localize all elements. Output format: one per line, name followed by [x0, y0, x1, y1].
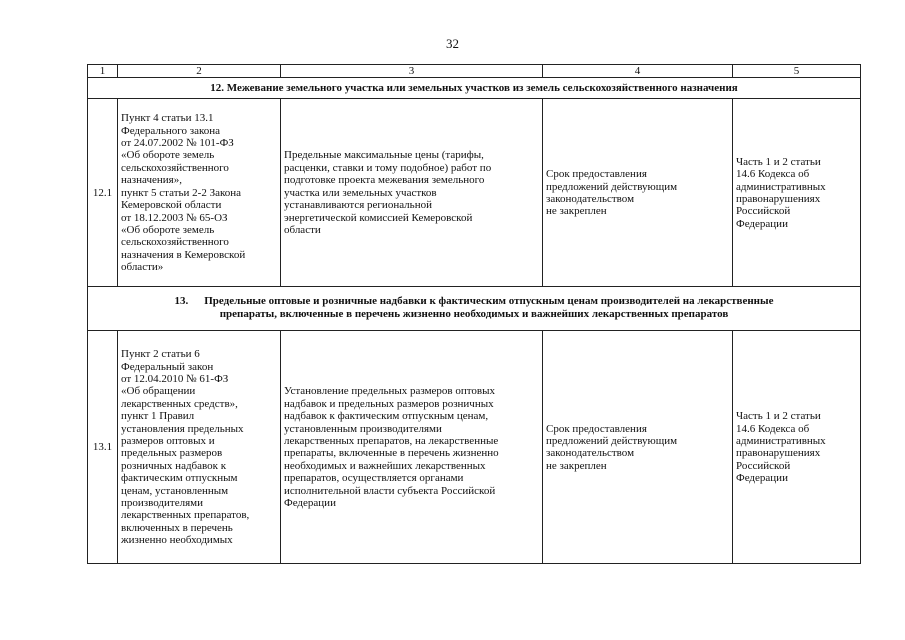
description: Установление предельных размеров оптовых надбавок и предельных размеров розничных надбавок к фактическим отпускным ценам, установленным производителями лекарственных препаратов, на лекарственные препараты, включенные в перечень жизненно необходимых и важнейших лекарственных препаратов, осуществляется органами исполнительной власти субъекта Российской Федерации: [284, 385, 499, 510]
section-heading-row: [88, 287, 861, 331]
section-13-heading-line2: препараты, включенные в перечень жизненно необходимых и важнейших лекарственных препаратов: [219, 308, 729, 321]
deadline-term: Срок предоставления предложений действующим законодательством не закреплен: [546, 422, 678, 472]
table-row: [88, 331, 861, 564]
deadline-term: Срок предоставления предложений действующим законодательством не закреплен: [546, 168, 678, 218]
legal-basis: Пункт 4 статьи 13.1 Федерального закона от 24.07.2002 № 101-ФЗ «Об обороте земель сельскохозяйственного назначения», пункт 5 статьи 2-2 Закона Кемеровской области от 18.12.2003 № 65-ОЗ «Об обороте земель сельскохозяйственного назначения в Кемеровской области»: [121, 112, 246, 274]
section-13-heading: [88, 287, 861, 331]
table-row: [88, 99, 861, 287]
section-heading-row: [88, 78, 861, 99]
row-number: 13.1: [88, 331, 118, 564]
legal-basis: Пункт 2 статьи 6 Федеральный закон от 12.04.2010 № 61-ФЗ «Об обращении лекарственных средств», пункт 1 Правил установления предельных размеров оптовых и предельных размеров розничных надбавок к фактическим отпускным ценам, установленным производителями лекарственных препаратов, включенных в перечень жизненно необходимых: [121, 348, 250, 547]
page-number: 32: [446, 36, 459, 51]
column-number: 3: [281, 65, 543, 78]
column-number: 1: [88, 65, 118, 78]
column-number: 4: [543, 65, 733, 78]
liability: Часть 1 и 2 статьи 14.6 Кодекса об административных правонарушениях Российской Федерации: [736, 155, 826, 230]
description: Предельные максимальные цены (тарифы, расценки, ставки и тому подобное) работ по подготовке проекта межевания земельного участка или земельных участков устанавливаются региональной энергетической комиссией Кемеровской области: [284, 149, 492, 236]
row-number: 12.1: [88, 99, 118, 287]
regulation-table: [87, 64, 861, 564]
column-number: 2: [118, 65, 281, 78]
section-13-heading-line1: Предельные оптовые и розничные надбавки к фактическим отпускным ценам производителей на лекарственные: [204, 295, 774, 308]
section-13-number: 13.: [174, 295, 189, 308]
liability: Часть 1 и 2 статьи 14.6 Кодекса об административных правонарушениях Российской Федерации: [736, 410, 826, 485]
column-number: 5: [733, 65, 861, 78]
section-12-heading: 12. Межевание земельного участка или земельных участков из земель сельскохозяйственного назначения: [88, 78, 861, 99]
column-numbers-row: [88, 65, 861, 78]
